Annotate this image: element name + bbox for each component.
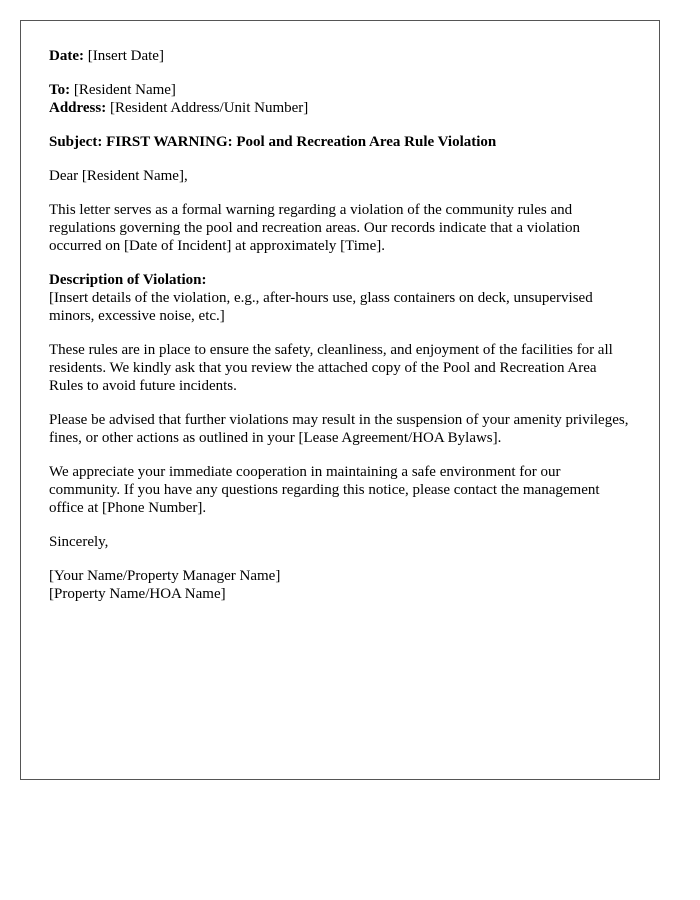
date-label: Date: xyxy=(49,48,84,64)
subject-line: Subject: FIRST WARNING: Pool and Recreation Area Rule Violation xyxy=(49,134,497,150)
date-value: [Insert Date] xyxy=(87,48,164,64)
recipient-block xyxy=(49,81,631,117)
signer-name: [Your Name/Property Manager Name] xyxy=(49,568,281,584)
consequences-paragraph: Please be advised that further violations may result in the suspension of your amenity privileges, fines, or other actions as outlined in your [Lease Agreement/HOA Bylaws]. xyxy=(49,412,629,446)
violation-details: [Insert details of the violation, e.g., after-hours use, glass containers on deck, unsupervised minors, excessive noise, etc.] xyxy=(49,290,593,324)
salutation: Dear [Resident Name], xyxy=(49,168,188,184)
violation-block xyxy=(49,271,631,325)
address-value: [Resident Address/Unit Number] xyxy=(109,100,309,116)
address-line xyxy=(49,99,631,117)
intro-paragraph: This letter serves as a formal warning regarding a violation of the community rules and regulations governing the pool and recreation areas. Our records indicate that a violation occurred on [Date of Incident] at approximately [Time]. xyxy=(49,202,581,254)
signer-organization: [Property Name/HOA Name] xyxy=(49,586,226,602)
to-label: To: xyxy=(49,82,71,98)
address-label: Address: xyxy=(49,100,107,116)
closing-paragraph: We appreciate your immediate cooperation in maintaining a safe environment for our community. If you have any questions regarding this notice, please contact the management office at [Phone Number]. xyxy=(49,464,600,516)
warning-letter xyxy=(20,20,660,780)
to-value: [Resident Name] xyxy=(73,82,176,98)
violation-heading: Description of Violation: xyxy=(49,272,207,288)
signature-block xyxy=(49,567,631,603)
date-line xyxy=(49,47,631,65)
rules-paragraph: These rules are in place to ensure the safety, cleanliness, and enjoyment of the facilities for all residents. We kindly ask that you review the attached copy of the Pool and Recreation Area Rules to avoid future incidents. xyxy=(49,342,613,394)
sign-off: Sincerely, xyxy=(49,534,109,550)
to-line xyxy=(49,81,631,99)
